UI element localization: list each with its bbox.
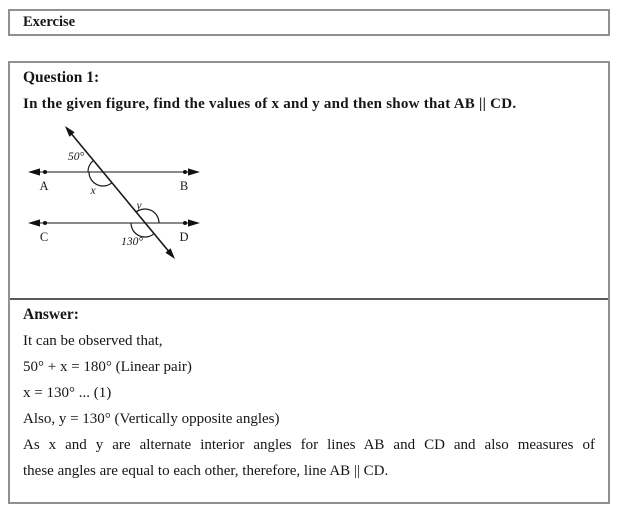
dot-b	[183, 170, 187, 174]
dot-d	[183, 221, 187, 225]
dot-a	[43, 170, 47, 174]
exercise-header-box: Exercise	[8, 9, 610, 36]
label-point-b: B	[179, 179, 189, 193]
arrowhead-cd-left	[28, 219, 40, 226]
dot-c	[43, 221, 47, 225]
arrowhead-ab-left	[28, 168, 40, 175]
question-answer-divider	[10, 298, 608, 300]
geometry-figure	[20, 119, 220, 269]
question-text: In the given figure, find the values of x and y and then show that AB || CD.	[23, 96, 517, 112]
question-answer-box	[8, 61, 610, 504]
arrowhead-ab-right	[188, 168, 200, 175]
question-label: Question 1:	[23, 69, 100, 86]
label-point-d: D	[179, 230, 189, 244]
arrowhead-cd-right	[188, 219, 200, 226]
answer-line-y-value: Also, y = 130° (Vertically opposite angles)	[23, 411, 280, 427]
answer-line-linear-pair: 50° + x = 180° (Linear pair)	[23, 359, 192, 375]
label-point-a: A	[39, 179, 49, 193]
arc-angle-50	[88, 160, 93, 172]
answer-line-conclusion: these angles are equal to each other, therefore, line AB || CD.	[23, 463, 389, 479]
answer-line-x-value: x = 130° ... (1)	[23, 385, 112, 401]
answer-line-alternate-interior: As x and y are alternate interior angles for lines AB and CD and also measures of	[23, 437, 595, 453]
answer-line-observed: It can be observed that,	[23, 333, 163, 349]
label-angle-50: 50°	[67, 151, 85, 163]
label-angle-y: y	[136, 200, 142, 212]
transversal-line	[67, 129, 173, 257]
answer-section	[23, 302, 595, 484]
label-point-c: C	[39, 230, 49, 244]
answer-label: Answer:	[23, 306, 79, 323]
label-angle-130: 130°	[121, 236, 143, 248]
label-angle-x: x	[90, 185, 96, 197]
